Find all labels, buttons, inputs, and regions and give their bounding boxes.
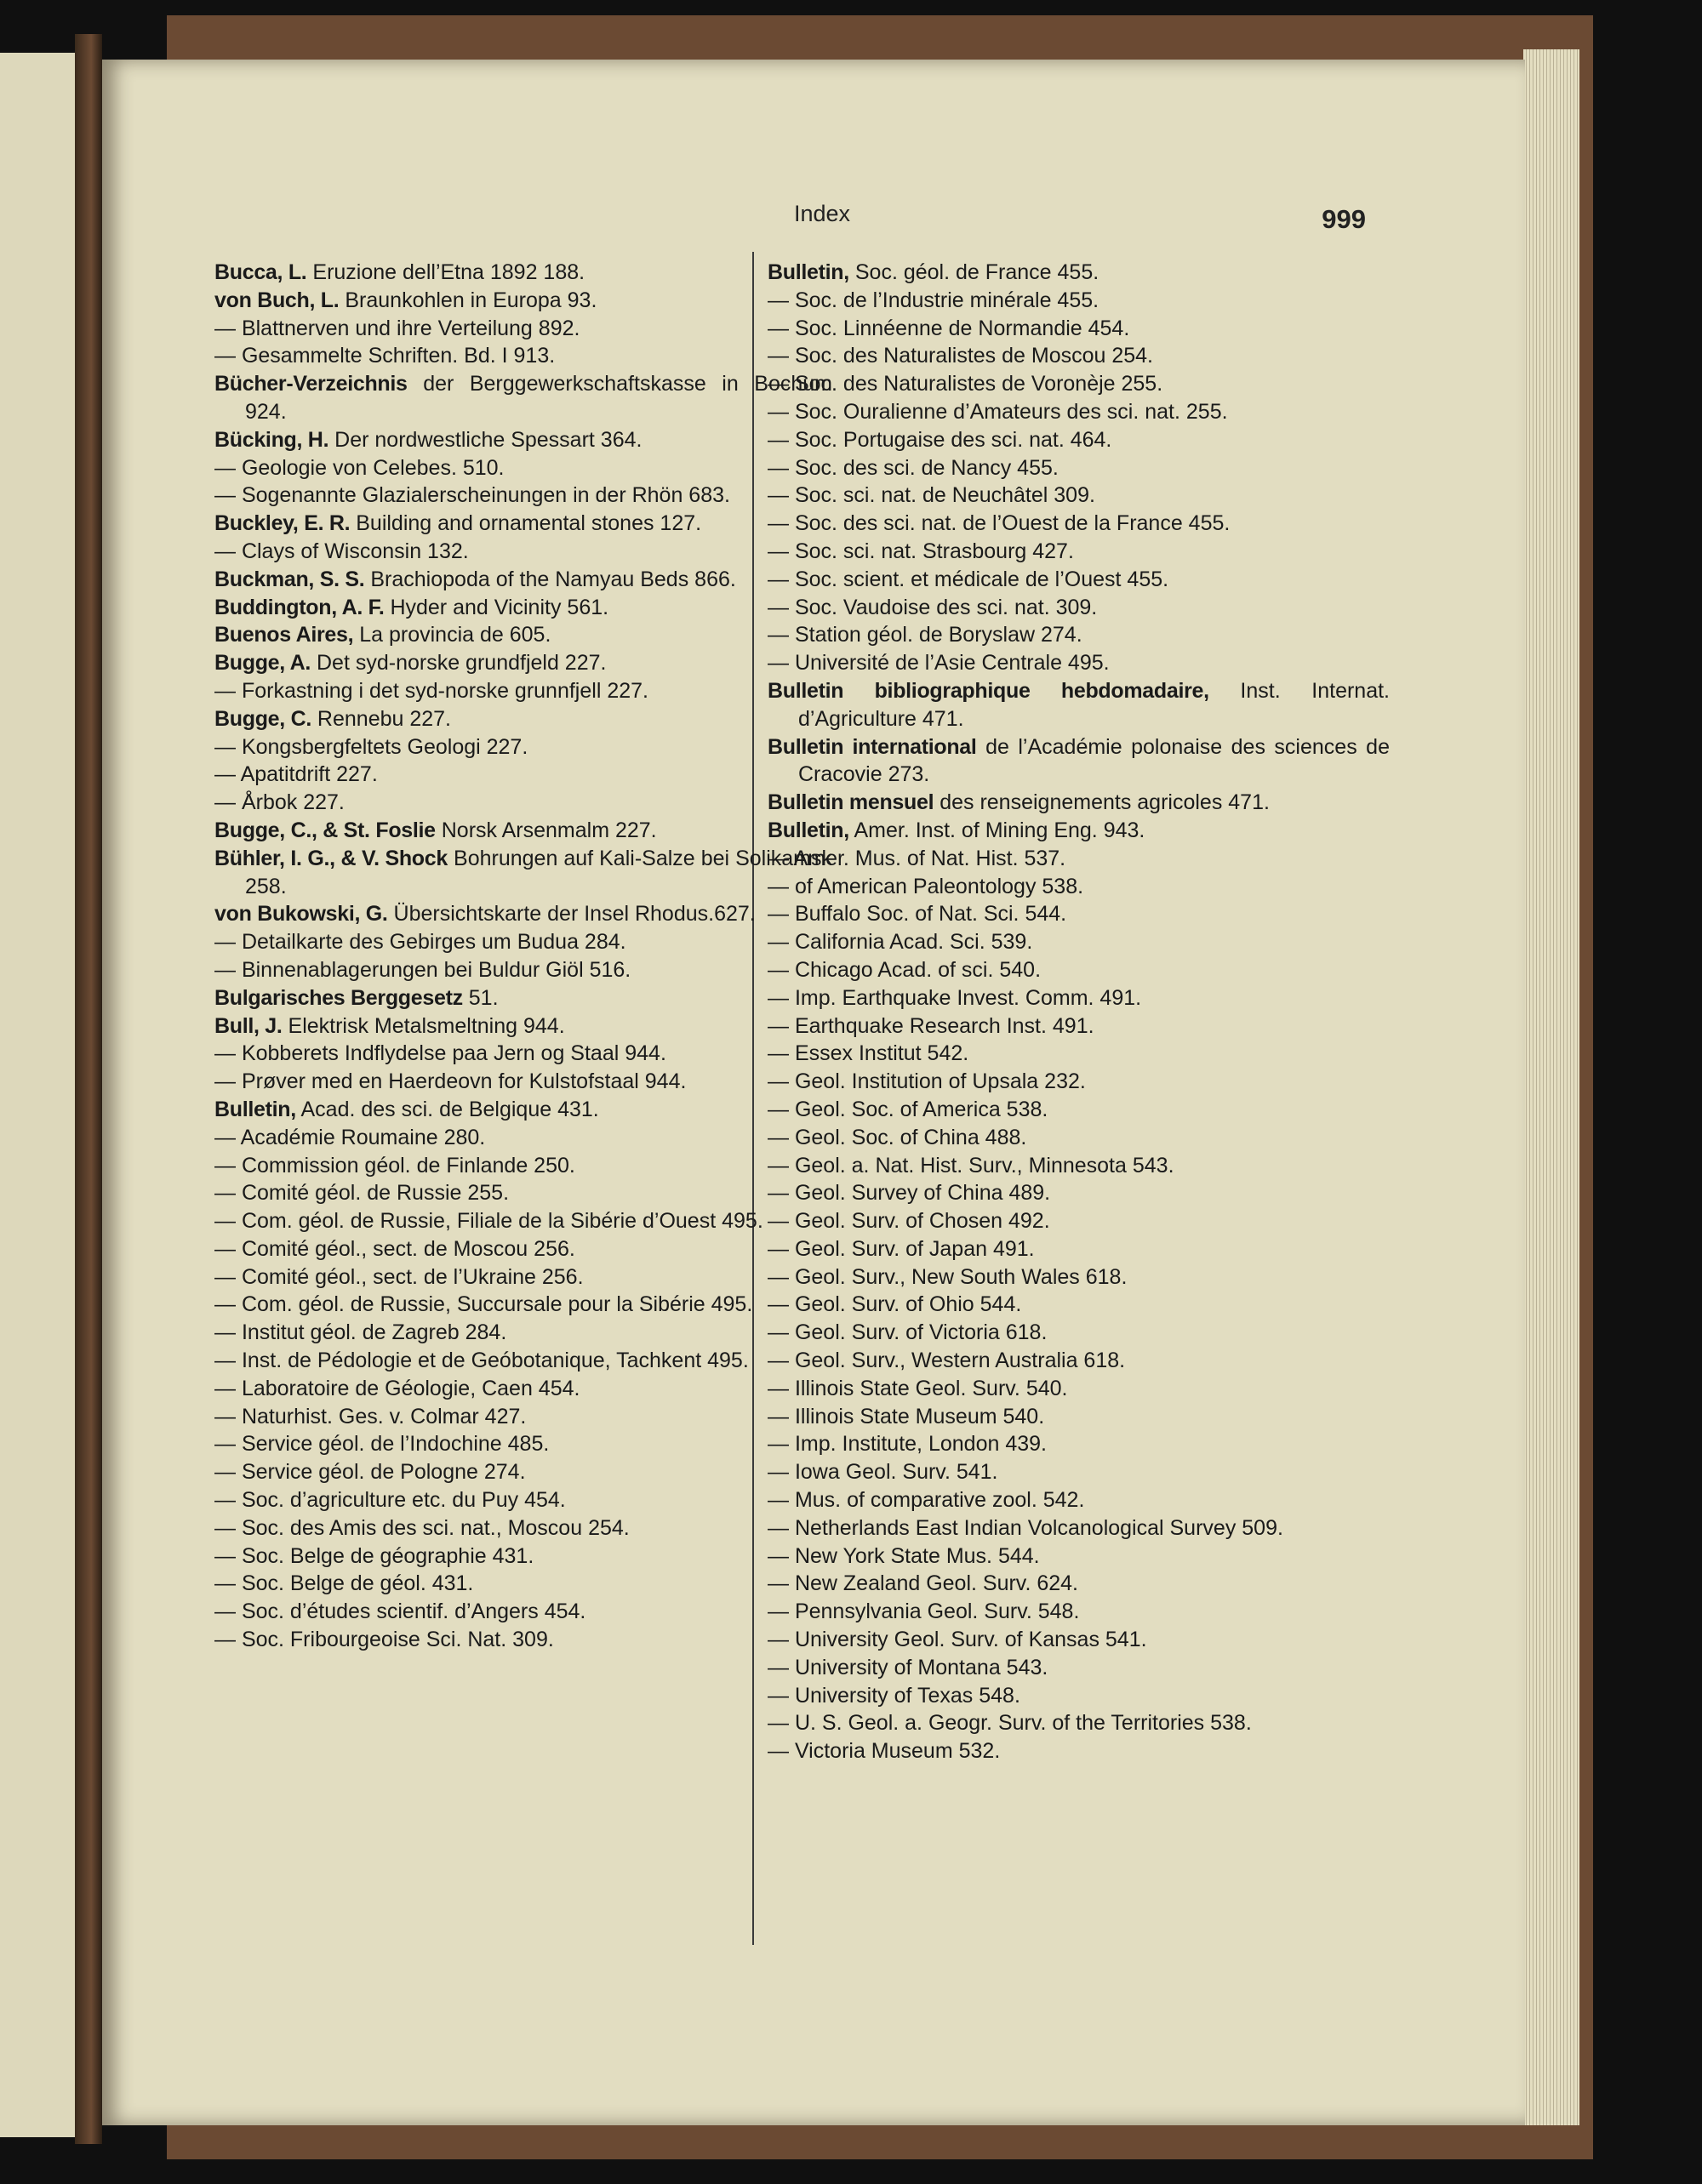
index-entry <box>214 1124 832 1152</box>
entry-heading: Bugge, A. <box>214 651 311 676</box>
index-column-left <box>214 259 832 1654</box>
entry-text: — Apatitdrift 227. <box>214 762 378 787</box>
entry-text: Rennebu 227. <box>317 706 452 731</box>
entry-text: — Illinois State Geol. Surv. 540. <box>768 1376 1068 1400</box>
index-entry <box>214 705 832 733</box>
index-entry <box>214 1207 832 1235</box>
entry-text: — Prøver med en Haerdeovn for Kulstofstaal 944. <box>214 1069 687 1094</box>
entry-text: de l’Académie polonaise des sciences de Cracovie 273. <box>798 734 1390 787</box>
index-entry <box>768 845 1390 873</box>
index-entry <box>214 287 832 315</box>
entry-heading: Bulletin, <box>768 818 849 842</box>
index-entry <box>214 1152 832 1180</box>
index-entry <box>768 677 1390 733</box>
entry-heading: Bulletin international <box>768 734 977 759</box>
entry-text: — Soc. Fribourgeoise Sci. Nat. 309. <box>214 1628 554 1652</box>
entry-text: — Blattnerven und ihre Verteilung 892. <box>214 316 580 340</box>
entry-text: Braunkohlen in Europa 93. <box>345 288 597 312</box>
entry-text: — Kongsbergfeltets Geologi 227. <box>214 734 528 759</box>
entry-text: — Soc. des sci. nat. de l’Ouest de la France 455. <box>768 511 1231 536</box>
index-entry <box>214 1458 832 1486</box>
entry-text: — Soc. Vaudoise des sci. nat. 309. <box>768 595 1098 619</box>
index-entry <box>214 1598 832 1626</box>
entry-text: — California Acad. Sci. 539. <box>768 930 1033 955</box>
entry-heading: von Bukowski, G. <box>214 902 388 927</box>
index-entry <box>214 1291 832 1319</box>
entry-heading: Bulletin mensuel <box>768 790 934 815</box>
entry-heading: Bücking, H. <box>214 427 329 452</box>
index-entry <box>214 1235 832 1263</box>
index-entry <box>768 454 1390 482</box>
entry-text: — New Zealand Geol. Surv. 624. <box>768 1571 1078 1596</box>
index-entry <box>214 1347 832 1375</box>
entry-text: — Netherlands East Indian Volcanological Survey 509. <box>768 1515 1283 1540</box>
entry-text: — Victoria Museum 532. <box>768 1739 1001 1764</box>
entry-text: La provincia de 605. <box>359 623 551 647</box>
index-entry <box>768 1403 1390 1431</box>
index-entry <box>768 1096 1390 1124</box>
index-entry <box>768 1486 1390 1514</box>
entry-text: — University Geol. Surv. of Kansas 541. <box>768 1628 1147 1652</box>
index-entry <box>214 1096 832 1124</box>
entry-text: — of American Paleontology 538. <box>768 874 1084 898</box>
index-entry <box>214 370 832 426</box>
index-entry <box>214 566 832 594</box>
entry-heading: Bulletin, <box>768 260 849 284</box>
entry-text: — Iowa Geol. Surv. 541. <box>768 1460 998 1485</box>
index-entry <box>214 1486 832 1514</box>
index-entry <box>214 538 832 566</box>
entry-text: — Académie Roumaine 280. <box>214 1125 486 1149</box>
entry-text: — Geol. Surv. of Chosen 492. <box>768 1209 1050 1234</box>
index-entry <box>214 1570 832 1598</box>
entry-text: — Chicago Acad. of sci. 540. <box>768 957 1042 982</box>
book-gutter <box>75 34 102 2144</box>
entry-text: — Amer. Mus. of Nat. Hist. 537. <box>768 846 1066 870</box>
entry-heading: Buddington, A. F. <box>214 595 385 619</box>
index-entry <box>214 1040 832 1068</box>
entry-text: — Soc. des Amis des sci. nat., Moscou 254. <box>214 1515 630 1540</box>
entry-text: — Soc. d’agriculture etc. du Puy 454. <box>214 1488 566 1513</box>
entry-text: — Université de l’Asie Centrale 495. <box>768 651 1110 676</box>
entry-text: — Årbok 227. <box>214 790 345 815</box>
index-entry <box>214 259 832 287</box>
entry-heading: Bucca, L. <box>214 260 307 284</box>
index-entry <box>214 1514 832 1542</box>
index-entry <box>214 510 832 538</box>
entry-text: — Earthquake Research Inst. 491. <box>768 1013 1094 1038</box>
entry-text: — Comité géol. de Russie 255. <box>214 1181 510 1206</box>
index-entry <box>214 789 832 817</box>
entry-text: — Mus. of comparative zool. 542. <box>768 1488 1085 1513</box>
index-entry <box>214 621 832 649</box>
index-entry <box>768 315 1390 343</box>
entry-text: — Geol. Institution of Upsala 232. <box>768 1069 1086 1094</box>
index-entry <box>214 342 832 370</box>
entry-text: — Detailkarte des Gebirges um Budua 284. <box>214 930 626 955</box>
entry-text: 51. <box>468 985 499 1010</box>
entry-text: — Pennsylvania Geol. Surv. 548. <box>768 1600 1080 1624</box>
entry-text: — Soc. Belge de géographie 431. <box>214 1543 534 1568</box>
entry-heading: Buckley, E. R. <box>214 511 351 536</box>
entry-text: — Soc. des sci. de Nancy 455. <box>768 455 1059 480</box>
index-entry <box>214 928 832 956</box>
index-entry <box>768 1514 1390 1542</box>
entry-text: — Inst. de Pédologie et de Geóbotanique, Tachkent 495. <box>214 1349 749 1373</box>
entry-heading: Bull, J. <box>214 1013 283 1038</box>
index-entry <box>768 1040 1390 1068</box>
entry-text: — Geol. Surv. of Ohio 544. <box>768 1292 1022 1317</box>
index-entry <box>768 1375 1390 1403</box>
index-entry <box>768 1012 1390 1041</box>
entry-text: — University of Montana 543. <box>768 1655 1048 1679</box>
index-entry <box>214 733 832 761</box>
entry-text: — Geol. a. Nat. Hist. Surv., Minnesota 543. <box>768 1153 1174 1178</box>
entry-heading: Bulletin bibliographique hebdomadaire, <box>768 678 1209 703</box>
index-entry <box>768 566 1390 594</box>
entry-text: — Service géol. de l’Indochine 485. <box>214 1432 550 1457</box>
page-number: 999 <box>1322 204 1366 234</box>
entry-text: Brachiopoda of the Namyau Beds 866. <box>370 567 736 591</box>
index-entry <box>768 1291 1390 1319</box>
index-entry <box>768 621 1390 649</box>
index-entry <box>768 1430 1390 1458</box>
entry-text: Hyder and Vicinity 561. <box>390 595 609 619</box>
entry-text: — Com. géol. de Russie, Succursale pour la Sibérie 495. <box>214 1292 753 1317</box>
entry-text: — Geol. Surv., Western Australia 618. <box>768 1349 1126 1373</box>
index-entry <box>768 594 1390 622</box>
index-entry <box>768 956 1390 984</box>
entry-text: — Com. géol. de Russie, Filiale de la Sibérie d’Ouest 495. <box>214 1209 763 1234</box>
index-entry <box>768 1124 1390 1152</box>
entry-heading: Buenos Aires, <box>214 623 354 647</box>
index-entry <box>768 1626 1390 1654</box>
index-entry <box>768 1458 1390 1486</box>
index-entry <box>214 1430 832 1458</box>
entry-text: Norsk Arsenmalm 227. <box>441 818 657 842</box>
entry-text: — Geol. Survey of China 489. <box>768 1181 1051 1206</box>
entry-text: — New York State Mus. 544. <box>768 1543 1040 1568</box>
index-entry <box>768 1709 1390 1737</box>
index-entry <box>214 1068 832 1096</box>
entry-text: Soc. géol. de France 455. <box>854 260 1099 284</box>
index-entry <box>768 649 1390 677</box>
entry-text: — Soc. Portugaise des sci. nat. 464. <box>768 427 1112 452</box>
entry-text: — Essex Institut 542. <box>768 1041 969 1066</box>
entry-text: Acad. des sci. de Belgique 431. <box>300 1097 599 1121</box>
index-entry <box>214 761 832 789</box>
entry-heading: Bulgarisches Berggesetz <box>214 985 463 1010</box>
entry-text: — Institut géol. de Zagreb 284. <box>214 1320 507 1345</box>
entry-text: Eruzione dell’Etna 1892 188. <box>312 260 585 284</box>
entry-text: — Geologie von Celebes. 510. <box>214 455 505 480</box>
entry-text: Det syd-norske grundfjeld 227. <box>317 651 607 676</box>
index-entry <box>768 873 1390 901</box>
index-entry <box>768 1598 1390 1626</box>
index-entry <box>768 1570 1390 1598</box>
index-entry <box>768 1235 1390 1263</box>
entry-text: — Laboratoire de Géologie, Caen 454. <box>214 1376 580 1400</box>
index-entry <box>768 984 1390 1012</box>
index-entry <box>214 649 832 677</box>
entry-text: Building and ornamental stones 127. <box>356 511 702 536</box>
index-entry <box>768 900 1390 928</box>
index-entry <box>214 1626 832 1654</box>
entry-heading: Bücher-Verzeichnis <box>214 372 408 396</box>
entry-heading: Bühler, I. G., & V. Shock <box>214 846 448 870</box>
entry-heading: Bulletin, <box>214 1097 296 1121</box>
entry-text: Übersichtskarte der Insel Rhodus.627. <box>393 902 756 927</box>
index-entry <box>768 510 1390 538</box>
entry-text: — Clays of Wisconsin 132. <box>214 539 469 563</box>
entry-text: — Soc. d’études scientif. d’Angers 454. <box>214 1600 586 1624</box>
index-entry <box>214 482 832 510</box>
entry-text: Der nordwestliche Spessart 364. <box>334 427 643 452</box>
entry-text: — U. S. Geol. a. Geogr. Surv. of the Territories 538. <box>768 1711 1252 1736</box>
entry-text: — Soc. des Naturalistes de Voronèje 255. <box>768 372 1163 396</box>
index-entry <box>768 817 1390 845</box>
entry-text: — Soc. de l’Industrie minérale 455. <box>768 288 1099 312</box>
index-entry <box>214 817 832 845</box>
index-entry <box>214 315 832 343</box>
index-entry <box>768 928 1390 956</box>
entry-text: — Soc. des Naturalistes de Moscou 254. <box>768 344 1154 368</box>
index-entry <box>768 1654 1390 1682</box>
entry-text: — Imp. Earthquake Invest. Comm. 491. <box>768 985 1142 1010</box>
entry-heading: Bugge, C., & St. Foslie <box>214 818 436 842</box>
index-entry <box>768 1207 1390 1235</box>
entry-text: — Geol. Soc. of America 538. <box>768 1097 1048 1121</box>
entry-text: — Geol. Soc. of China 488. <box>768 1125 1027 1149</box>
index-entry <box>768 342 1390 370</box>
facing-page-edge <box>0 53 78 2137</box>
index-entry <box>768 1347 1390 1375</box>
entry-text: der Berggewerkschaftskasse in Bochum 924. <box>245 372 833 424</box>
index-entry <box>214 1542 832 1571</box>
index-entry <box>214 1403 832 1431</box>
entry-heading: Bugge, C. <box>214 706 311 731</box>
index-page <box>102 60 1525 2125</box>
entry-text: — Soc. sci. nat. Strasbourg 427. <box>768 539 1074 563</box>
entry-text: — Comité géol., sect. de Moscou 256. <box>214 1236 575 1261</box>
entry-text: — Imp. Institute, London 439. <box>768 1432 1047 1457</box>
entry-text: Bohrungen auf Kali-Salze bei Solikamsk 258. <box>245 846 832 898</box>
index-entry <box>768 789 1390 817</box>
index-entry <box>768 370 1390 398</box>
index-entry <box>214 1375 832 1403</box>
page-block-edge <box>1523 49 1579 2125</box>
index-entry <box>768 1682 1390 1710</box>
entry-text: — Soc. scient. et médicale de l’Ouest 455. <box>768 567 1169 591</box>
index-entry <box>214 956 832 984</box>
entry-text: — Soc. Belge de géol. 431. <box>214 1571 474 1596</box>
entry-text: — Naturhist. Ges. v. Colmar 427. <box>214 1404 527 1428</box>
entry-text: — Service géol. de Pologne 274. <box>214 1460 526 1485</box>
running-title: Index <box>793 201 851 226</box>
index-entry <box>768 1263 1390 1292</box>
index-entry <box>768 1068 1390 1096</box>
entry-heading: Buckman, S. S. <box>214 567 365 591</box>
index-entry <box>214 677 832 705</box>
index-entry <box>768 1319 1390 1347</box>
index-entry <box>768 259 1390 287</box>
index-entry <box>768 1152 1390 1180</box>
entry-text: — Commission géol. de Finlande 250. <box>214 1153 575 1178</box>
entry-text: Elektrisk Metalsmeltning 944. <box>288 1013 565 1038</box>
entry-text: — Station géol. de Boryslaw 274. <box>768 623 1082 647</box>
index-entry <box>768 1737 1390 1765</box>
entry-text: — Soc. sci. nat. de Neuchâtel 309. <box>768 483 1095 508</box>
index-entry <box>768 538 1390 566</box>
entry-text: — Kobberets Indflydelse paa Jern og Staal 944. <box>214 1041 666 1066</box>
index-entry <box>214 1179 832 1207</box>
index-column-right <box>768 259 1390 1765</box>
entry-text: — Soc. Ouralienne d’Amateurs des sci. nat. 255. <box>768 399 1228 424</box>
index-entry <box>214 594 832 622</box>
entry-text: — Gesammelte Schriften. Bd. I 913. <box>214 344 556 368</box>
index-entry <box>214 900 832 928</box>
entry-text: — Geol. Surv., New South Wales 618. <box>768 1264 1128 1289</box>
entry-text: — Illinois State Museum 540. <box>768 1404 1045 1428</box>
entry-text: Amer. Inst. of Mining Eng. 943. <box>854 818 1145 842</box>
index-entry <box>214 845 832 901</box>
entry-text: — Forkastning i det syd-norske grunnfjell 227. <box>214 678 648 703</box>
index-entry <box>768 287 1390 315</box>
index-entry <box>214 984 832 1012</box>
index-entry <box>768 398 1390 426</box>
entry-text: — Geol. Surv. of Japan 491. <box>768 1236 1035 1261</box>
entry-text: — Soc. Linnéenne de Normandie 454. <box>768 316 1130 340</box>
entry-text: Inst. Internat. d’Agriculture 471. <box>798 678 1390 731</box>
entry-text: — Buffalo Soc. of Nat. Sci. 544. <box>768 902 1067 927</box>
entry-heading: von Buch, L. <box>214 288 340 312</box>
entry-text: — Binnenablagerungen bei Buldur Giöl 516. <box>214 957 631 982</box>
index-entry <box>768 426 1390 454</box>
index-entry <box>214 1319 832 1347</box>
entry-text: — Comité géol., sect. de l’Ukraine 256. <box>214 1264 584 1289</box>
index-entry <box>768 1542 1390 1571</box>
index-entry <box>214 454 832 482</box>
index-entry <box>768 1179 1390 1207</box>
index-entry <box>768 482 1390 510</box>
index-entry <box>214 426 832 454</box>
entry-text: — Sogenannte Glazialerscheinungen in der Rhön 683. <box>214 483 730 508</box>
entry-text: des renseignements agricoles 471. <box>940 790 1270 815</box>
index-entry <box>214 1263 832 1292</box>
index-entry <box>768 733 1390 790</box>
index-entry <box>214 1012 832 1041</box>
entry-text: — University of Texas 548. <box>768 1683 1020 1708</box>
entry-text: — Geol. Surv. of Victoria 618. <box>768 1320 1048 1345</box>
